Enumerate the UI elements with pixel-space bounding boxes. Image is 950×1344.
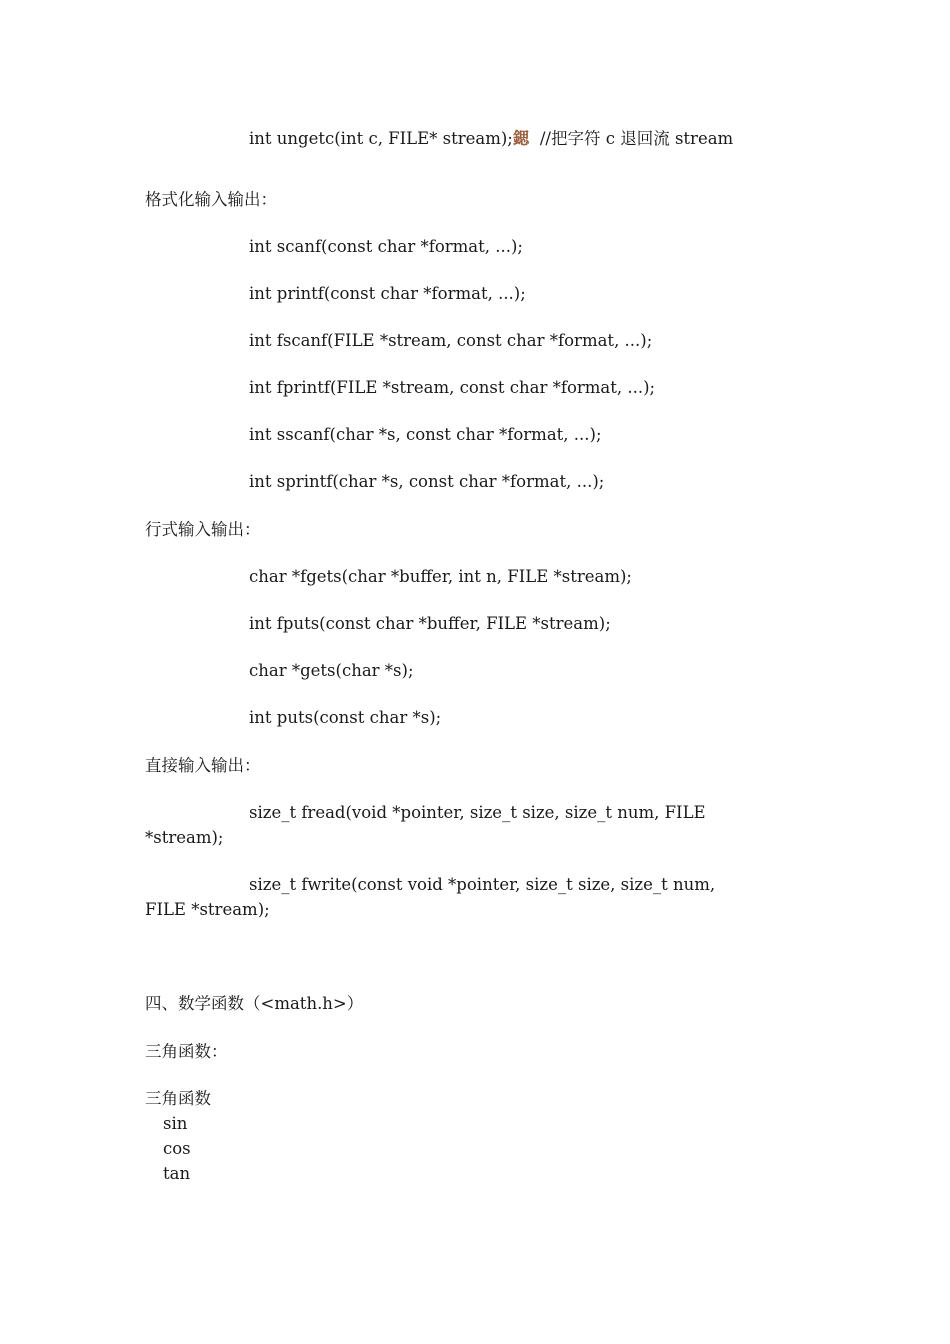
line-io-heading: 行式输入输出： [145,520,261,539]
code-line-fscanf: int fscanf(FILE *stream, const char *format, ...); [249,331,653,350]
trig-list-title: 三角函数 [145,1089,211,1108]
code-line-fwrite-second: FILE *stream); [145,900,270,919]
code-line-sscanf: int sscanf(char *s, const char *format, ...); [249,425,602,444]
math-section-heading: 四、数学函数（<math.h>） [145,994,364,1013]
code-line-scanf: int scanf(const char *format, ...); [249,237,523,256]
ungetc-line [249,126,733,151]
garbled-glyph: 鍶 [512,129,530,148]
code-line-printf: int printf(const char *format, ...); [249,284,526,303]
code-line-fread-second: *stream); [145,828,224,847]
formatted-io-heading: 格式化输入输出： [145,190,277,209]
direct-io-heading: 直接输入输出： [145,756,261,775]
code-line-fputs: int fputs(const char *buffer, FILE *stream); [249,614,611,633]
ungetc-comment: //把字符 c 退回流 stream [529,129,734,148]
trig-item-sin: sin [163,1114,188,1133]
code-line-fgets: char *fgets(char *buffer, int n, FILE *stream); [249,567,632,586]
code-line-puts: int puts(const char *s); [249,708,442,727]
code-line-sprintf: int sprintf(char *s, const char *format, ...); [249,472,605,491]
trig-heading: 三角函数： [145,1042,228,1061]
code-line-fread-first: size_t fread(void *pointer, size_t size, size_t num, FILE [249,803,706,822]
trig-item-cos: cos [163,1139,191,1158]
ungetc-code: int ungetc(int c, FILE* stream); [249,129,513,148]
code-line-fprintf: int fprintf(FILE *stream, const char *format, ...); [249,378,656,397]
code-line-gets: char *gets(char *s); [249,661,414,680]
code-line-fwrite-first: size_t fwrite(const void *pointer, size_t size, size_t num, [249,875,716,894]
trig-item-tan: tan [163,1164,191,1183]
